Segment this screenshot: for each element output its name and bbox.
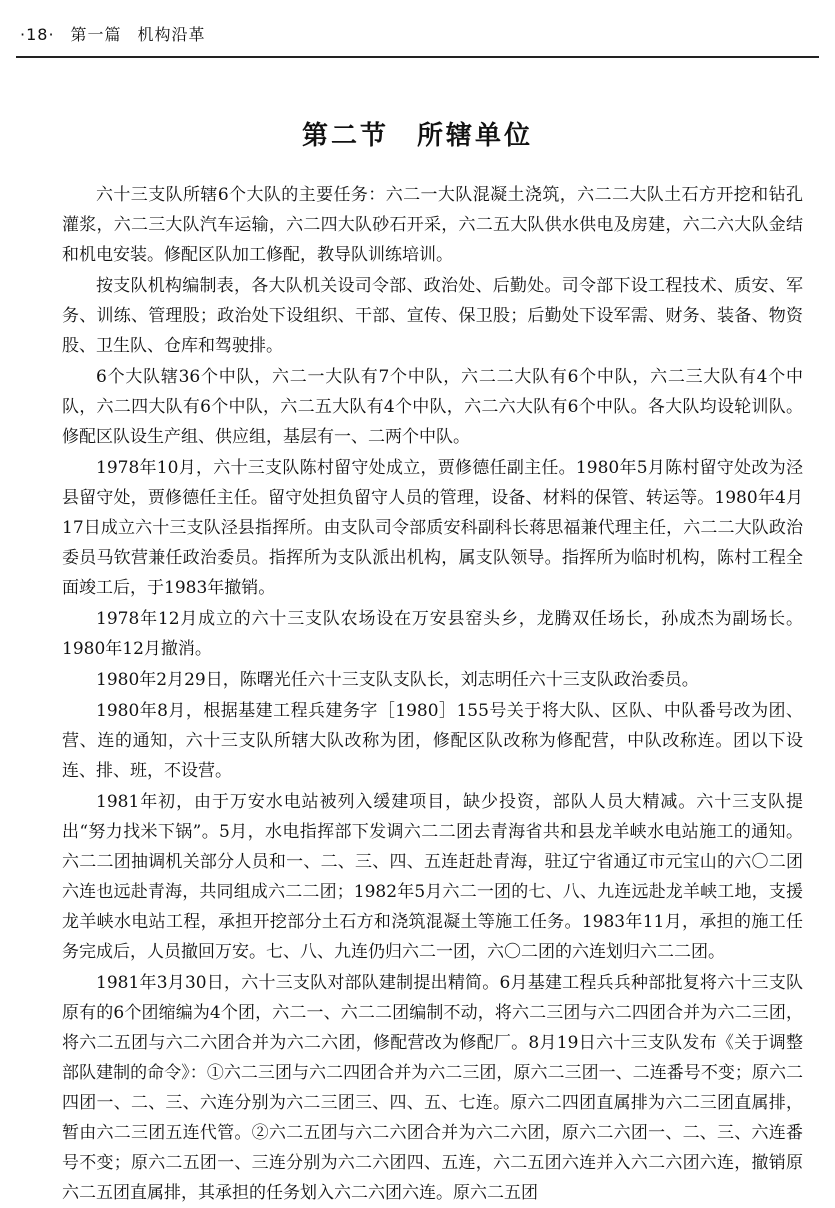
header-rule — [16, 56, 819, 58]
paragraph: 1981年3月30日，六十三支队对部队建制提出精简。6月基建工程兵兵种部批复将六十三支队原有的6个团缩编为4个团，六二一、六二二团编制不动，将六二三团与六二四团合并为六二三团，将六二五团与六二六团合并为六二六团，修配营改为修配厂。8月19日六十三支队发布《关于调整部队建制的命令》：①六二三团与六二四团合并为六二三团，原六二三团一、二连番号不变；原六二四团一、二、三、六连分别为六二三团三、四、五、七连。原六二四团直属排为六二三团直属排，暂由六二三团五连代管。②六二五团与六二六团合并为六二六团，原六二六团一、二、三、六连番号不变；原六二五团一、三连分别为六二六团四、五连，六二五团六连并入六二六团六连，撤销原六二五团直属排，其承担的任务划入六二六团六连。原六二五团 — [62, 973, 803, 1203]
section-number: 第二节 — [301, 121, 389, 151]
page-number: ·18· — [20, 25, 55, 44]
body-text — [62, 180, 803, 1208]
paragraph: 1978年10月，六十三支队陈村留守处成立，贾修德任副主任。1980年5月陈村留守处改为泾县留守处，贾修德任主任。留守处担负留守人员的管理，设备、材料的保管、转运等。1980年4月17日成立六十三支队泾县指挥所。由支队司令部质安科副科长蒋思福兼代理主任，六二二大队政治委员马钦营兼任政治委员。指挥所为支队派出机构，属支队领导。指挥所为临时机构，陈村工程全面竣工后，于1983年撤销。 — [62, 458, 803, 598]
paragraph: 1978年12月成立的六十三支队农场设在万安县窑头乡，龙腾双任场长，孙成杰为副场长。1980年12月撤消。 — [62, 609, 803, 659]
running-header — [20, 22, 815, 45]
paragraph: 6个大队辖36个中队，六二一大队有7个中队，六二二大队有6个中队，六二三大队有4个中队，六二四大队有6个中队，六二五大队有4个中队，六二六大队有6个中队。各大队均设轮训队。修配区队设生产组、供应组，基层有一、二两个中队。 — [62, 367, 803, 447]
paragraph: 六十三支队所辖6个大队的主要任务：六二一大队混凝土浇筑，六二二大队土石方开挖和钻孔灌浆，六二三大队汽车运输，六二四大队砂石开采，六二五大队供水供电及房建，六二六大队金结和机电安装。修配区队加工修配，教导队训练培训。 — [62, 185, 803, 265]
section-title — [0, 115, 835, 152]
paragraph: 1981年初，由于万安水电站被列入缓建项目，缺少投资，部队人员大精减。六十三支队提出“努力找米下锅”。5月，水电指挥部下发调六二二团去青海省共和县龙羊峡水电站施工的通知。六二二团抽调机关部分人员和一、二、三、四、五连赶赴青海，驻辽宁省通辽市元宝山的六〇二团六连也远赴青海，共同组成六二二团；1982年5月六二一团的七、八、九连远赴龙羊峡工地，支援龙羊峡水电站工程，承担开挖部分土石方和浇筑混凝土等施工任务。1983年11月，承担的施工任务完成后，人员撤回万安。七、八、九连仍归六二一团，六〇二团的六连划归六二二团。 — [62, 792, 803, 962]
paragraph: 1980年8月，根据基建工程兵建务字［1980］155号关于将大队、区队、中队番号改为团、营、连的通知，六十三支队所辖大队改称为团，修配区队改称为修配营，中队改称连。团以下设连、排、班，不设营。 — [62, 701, 803, 781]
chapter-label: 机构沿革 — [137, 25, 206, 44]
section-name: 所辖单位 — [417, 121, 534, 151]
paragraph: 按支队机构编制表，各大队机关设司令部、政治处、后勤处。司令部下设工程技术、质安、军务、训练、管理股；政治处下设组织、干部、宣传、保卫股；后勤处下设军需、财务、装备、物资股、卫生队、仓库和驾驶排。 — [62, 276, 803, 356]
paragraph: 1980年2月29日，陈曙光任六十三支队支队长，刘志明任六十三支队政治委员。 — [96, 670, 699, 690]
part-label: 第一篇 — [70, 25, 122, 44]
